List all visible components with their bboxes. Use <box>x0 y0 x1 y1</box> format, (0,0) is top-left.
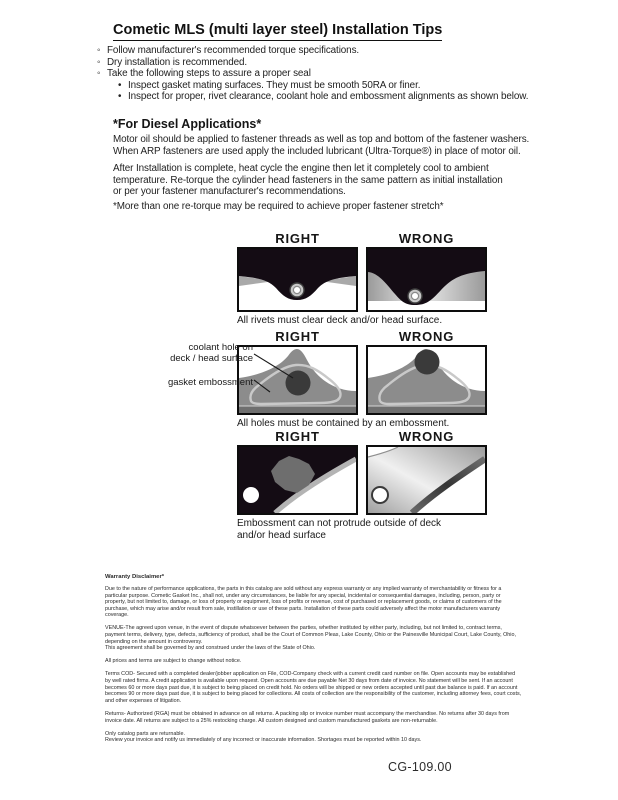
diesel-paragraph-1 <box>113 134 529 157</box>
diagram-row-headers <box>237 429 489 444</box>
list-item-text: Take the following steps to assure a proper seal <box>107 68 311 80</box>
page-title: Cometic MLS (multi layer steel) Installation Tips <box>113 22 442 41</box>
prices-paragraph: All prices and terms are subject to change without notice. <box>105 658 242 665</box>
diagram-caption: Embossment can not protrude outside of deck and/or head surface <box>237 518 442 541</box>
hole-wrong-diagram <box>366 345 487 415</box>
warranty-heading: Warranty Disclaimer* <box>105 574 165 580</box>
diesel-applications-heading: *For Diesel Applications* <box>113 117 262 131</box>
installation-tips-list <box>97 45 528 103</box>
paragraph-line: temperature. Re-torque the cylinder head fasteners in the same pattern as initial installation <box>113 174 503 186</box>
retorque-note <box>113 201 444 213</box>
coolant-hole-label: coolant hole on deck / head surface <box>170 342 253 364</box>
list-item <box>97 68 528 80</box>
diagram-caption: All rivets must clear deck and/or head surface. <box>237 315 443 326</box>
diesel-paragraph-2 <box>113 163 503 198</box>
list-item-text: Follow manufacturer's recommended torque specifications. <box>107 45 360 56</box>
terms-paragraph: Terms COD- Secured with a completed dealer/jobber application on File, COD-Company check with a current credit card number on file. Open accounts may be established by well rated firms. A credit application is available upon request. Open accounts are due payable Net 30 days from date of invoice. No statement will be sent. If an account becomes 60 or more days past due, it is subject to being placed on credit hold. No orders will be shipped or new orders accepted until past due balance is paid. If an account becomes 90 or more days past due, it is subject to being placed for collections. All costs of collection are the responsibility of the customer, including attorney fees, court costs, and other expenses of litigation. <box>105 671 522 704</box>
warranty-disclaimer <box>105 574 522 750</box>
leader-lines <box>253 347 303 397</box>
paragraph-line: or per your fastener manufacturer's recommendations. <box>113 186 346 198</box>
embossment-wrong-illustration <box>368 447 485 513</box>
diagram-row-embossment <box>237 429 489 541</box>
gasket-embossment-label: gasket embossment <box>167 377 253 388</box>
bullet-icon: • <box>118 79 122 91</box>
diagram-caption: All holes must be contained by an embossment. <box>237 418 450 429</box>
venue-governing-law-line: This agreement shall be governed by and construed under the laws of the State of Ohio. <box>105 645 316 652</box>
paragraph-line: Motor oil should be applied to fastener threads as well as top and bottom of the fastener washers. <box>113 134 530 145</box>
paragraph-line: When ARP fasteners are used apply the included lubricant (Ultra-Torque®) in place of motor oil. <box>113 145 521 157</box>
rivet-right-diagram <box>237 247 358 312</box>
rivet-clearance-right-illustration <box>239 249 356 310</box>
diagram-row-rivets <box>237 231 489 327</box>
list-item <box>97 45 528 57</box>
list-item-text: Dry installation is recommended. <box>107 56 248 68</box>
list-item-text: Inspect for proper, rivet clearance, coolant hole and embossment alignments as shown below. <box>128 91 529 103</box>
sub-list-item <box>97 91 528 103</box>
rivet-wrong-diagram <box>366 247 487 312</box>
warranty-paragraph: Due to the nature of performance applications, the parts in this catalog are sold without any express warranty or any implied warranty of merchantability or fitness for a particular purpose. Cometic Gasket Inc., shall not, under any circumstances, be liable for any special, incidental or consequential damages, including, person, party or property, but not limited to, damage, or loss of property or equipment, loss of profits or revenue, cost of purchased or replacement goods, or claims of customers of the purchase, which may arise and/or result from sale, instillation or use of these parts. Installation of these parts could adversely affect the motor manufacturers warranty coverage. <box>105 586 502 619</box>
diagram-row-headers <box>237 231 489 246</box>
returnable-line: Only catalog parts are returnable. <box>105 730 186 737</box>
open-bullet-icon: ◦ <box>97 56 101 68</box>
list-item <box>97 57 528 69</box>
list-item-text: Inspect gasket mating surfaces. They must be smooth 50RA or finer. <box>128 79 421 91</box>
document-code: CG-109.00 <box>388 760 452 774</box>
rivet-clearance-wrong-illustration <box>368 249 485 310</box>
open-bullet-icon: ◦ <box>97 68 101 80</box>
right-label: RIGHT <box>275 231 320 246</box>
right-label: RIGHT <box>275 429 320 444</box>
paragraph-line: *More than one re-torque may be required to achieve proper fastener stretch* <box>113 201 444 212</box>
coolant-hole-wrong-illustration <box>368 347 485 413</box>
wrong-label: WRONG <box>398 329 455 344</box>
right-label: RIGHT <box>275 329 320 344</box>
embossment-right-diagram <box>237 445 358 515</box>
diagram-row-headers <box>237 329 489 344</box>
embossment-right-illustration <box>239 447 356 513</box>
open-bullet-icon: ◦ <box>97 45 101 56</box>
venue-paragraph: VENUE-The agreed upon venue, in the event of dispute whatsoever between the parties, whether instituted by either party, including, but not limited to, contract terms, payment terms, delivery, type, defects, sufficiency of product, shall be the Court of Common Pleas, Lake County, Ohio or the Painesville Municipal Court, Lake County, Ohio, depending on the amount in controversy. <box>105 625 516 645</box>
invoice-review-line: Review your invoice and notify us immediately of any incorrect or inaccurate information. Shortages must be reported within 10 days. <box>105 737 422 744</box>
paragraph-line: After Installation is complete, heat cycle the engine then let it completely cool to ambient <box>113 163 489 174</box>
returns-paragraph: Returns- Authorized (RGA) must be obtained in advance on all returns. A packing slip or invoice number must accompany the merchandise. No returns after 30 days from invoice date. All returns are subject to a 25% restocking charge. All custom designed and custom manufactured gaskets are non-returnable. <box>105 710 510 724</box>
wrong-label: WRONG <box>398 231 455 246</box>
bullet-icon: • <box>118 91 122 103</box>
sub-list-item <box>97 80 528 92</box>
embossment-wrong-diagram <box>366 445 487 515</box>
wrong-label: WRONG <box>398 429 455 444</box>
